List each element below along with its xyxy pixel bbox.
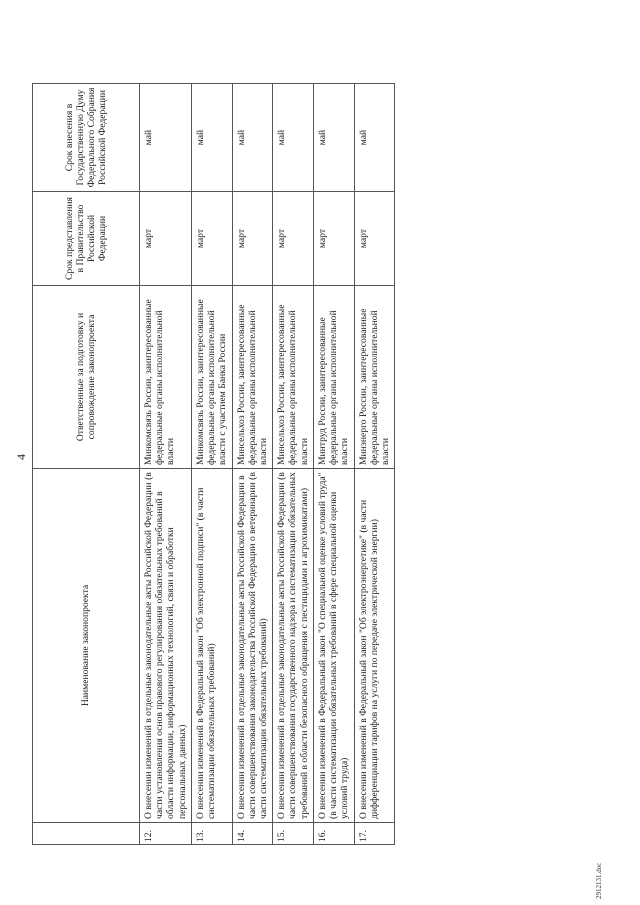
responsible-bodies: Минтруд России, заинтересованные федеральные органы исполнительной власти [313,286,354,469]
row-number: 15. [273,823,314,845]
gov-term: март [273,192,314,286]
gov-term: март [232,192,273,286]
responsible-bodies: Минсельхоз России, заинтересованные федеральные органы исполнительной власти [232,286,273,469]
row-number: 17. [354,823,395,845]
header-duma-term: Срок внесения в Государственную Думу Федерального Собрания Российской Федерации [33,84,140,192]
bills-table [32,83,395,845]
duma-term: май [313,84,354,192]
responsible-bodies: Минэнерго России, заинтересованные федеральные органы исполнительной власти [354,286,395,469]
responsible-bodies: Минсельхоз России, заинтересованные федеральные органы исполнительной власти [273,286,314,469]
bill-name: О внесении изменений в Федеральный закон "О специальной оценке условий труда" (в части систематизации обязательных требований в сфере специальной оценки условий труда) [313,469,354,823]
table-row [354,84,395,845]
header-num [33,823,140,845]
bill-name: О внесении изменений в отдельные законодательные акты Российской Федерации (в части установления основ правового регулирования обязательных требований в области информации, информационных технологий, связи и обработки персональных данных) [140,469,192,823]
duma-term: май [191,84,232,192]
gov-term: март [354,192,395,286]
table-row [232,84,273,845]
duma-term: май [273,84,314,192]
duma-term: май [354,84,395,192]
row-number: 13. [191,823,232,845]
header-responsible: Ответственные за подготовку и сопровождение законопроекта [33,286,140,469]
table-row [313,84,354,845]
document-filename: 2912131.doc [595,862,603,899]
table-row [273,84,314,845]
gov-term: март [313,192,354,286]
header-gov-term: Срок представления в Правительство Российской Федерации [33,192,140,286]
table-row [140,84,192,845]
row-number: 12. [140,823,192,845]
header-name: Наименование законопроекта [33,469,140,823]
table-header-row [33,84,140,845]
responsible-bodies: Минкомсвязь России, заинтересованные федеральные органы исполнительной власти [140,286,192,469]
bill-name: О внесении изменений в Федеральный закон "Об электроэнергетике" (в части дифференциации тарифов на услуги по передаче электрической энергии) [354,469,395,823]
bill-name: О внесении изменений в отдельные законодательные акты Российской Федерации в части совершенствования законодательства Российской Федерации о ветеринарии (в части систематизации обязательных требований) [232,469,273,823]
duma-term: май [232,84,273,192]
responsible-bodies: Минкомсвязь России, заинтересованные федеральные органы исполнительной власти с участием Банка России [191,286,232,469]
table-row [191,84,232,845]
bill-name: О внесении изменений в Федеральный закон "Об электронной подписи" (в части систематизации обязательных требований) [191,469,232,823]
page-number: 4 [14,454,28,460]
gov-term: март [140,192,192,286]
row-number: 14. [232,823,273,845]
row-number: 16. [313,823,354,845]
gov-term: март [191,192,232,286]
bill-name: О внесении изменений в отдельные законодательные акты Российской Федерации (в части совершенствования государственного надзора и систематизации обязательных требований в области безопасного обращения с пестицидами и агрохимикатами) [273,469,314,823]
duma-term: май [140,84,192,192]
